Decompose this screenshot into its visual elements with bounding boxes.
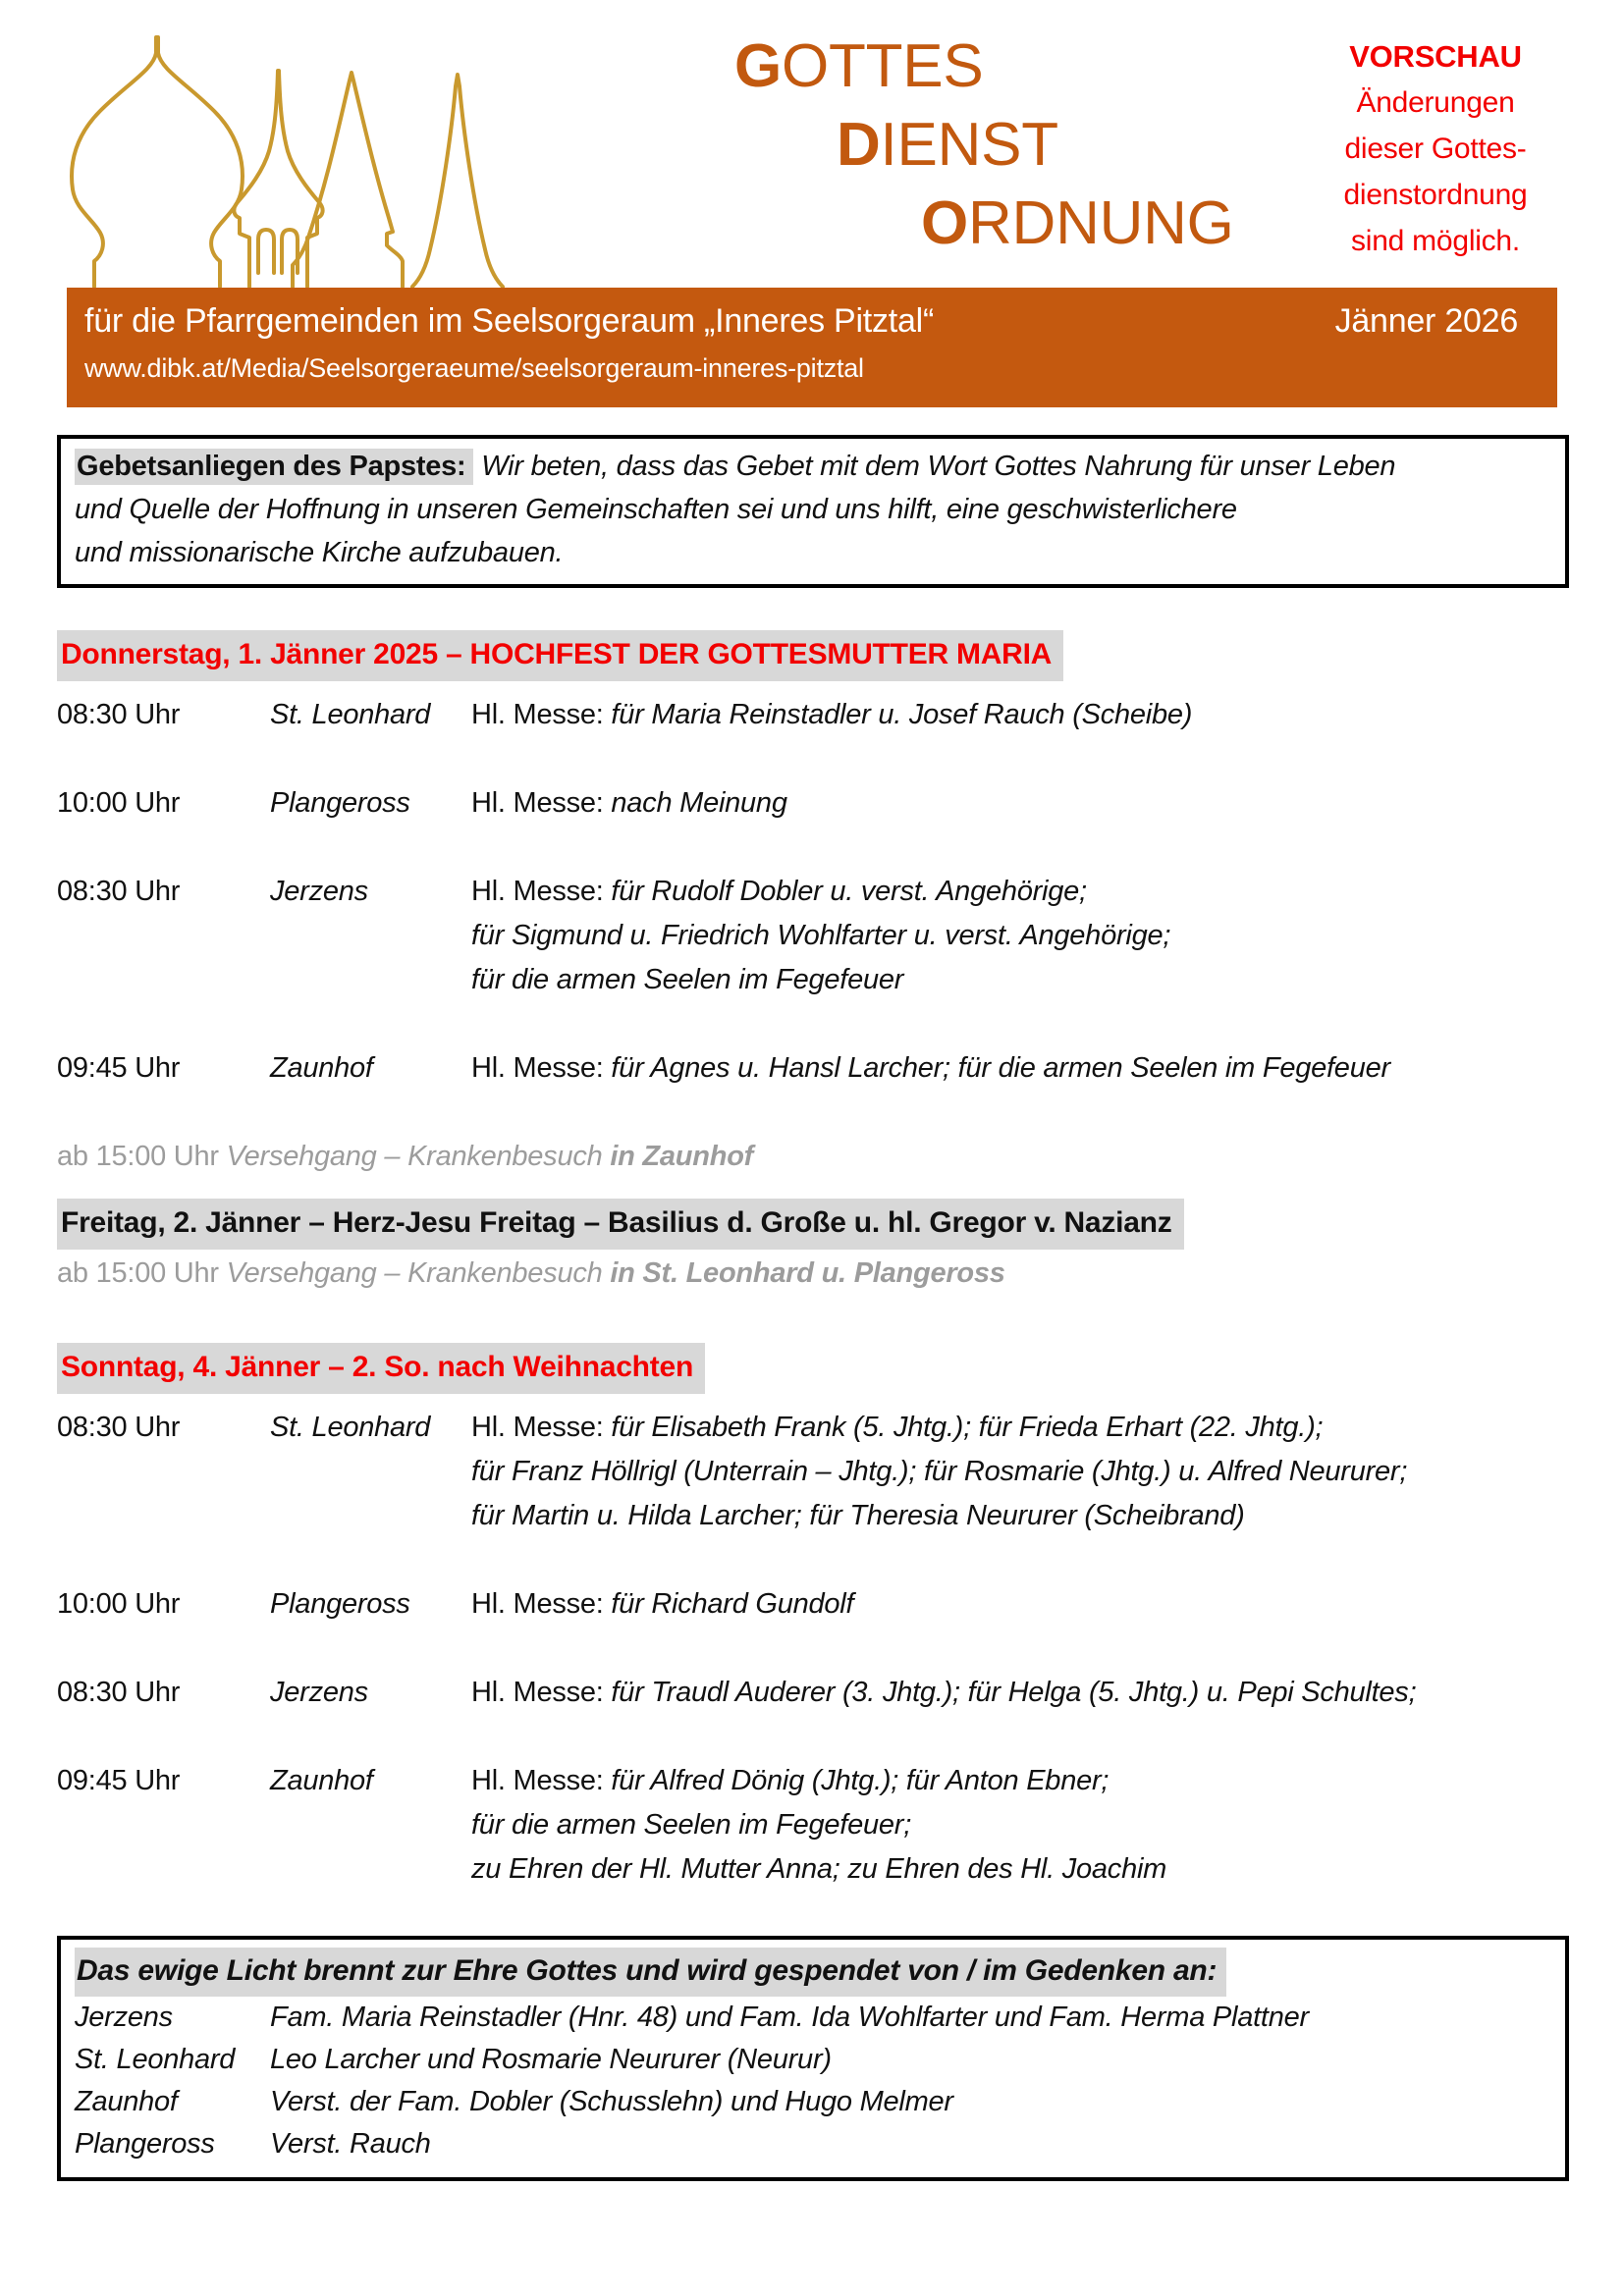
prayer-line: und Quelle der Hoffnung in unseren Gemeinschaften sei und uns hilft, eine geschwisterlichere [75,494,1237,525]
preview-notice [1324,33,1547,264]
prayer-line: Gebetsanliegen des Papstes: Wir beten, dass das Gebet mit dem Wort Gottes Nahrung für unser Leben [75,445,1551,488]
entry-description: Hl. Messe: für Elisabeth Frank (5. Jhtg.); für Frieda Erhart (22. Jhtg.); für Franz Höllrigl (Unterrain – Jhtg.); für Rosmarie (Jhtg.) u. Alfred Neururer; für Martin u. Hilda Larcher; für Theresia Neururer (Scheibrand) [471,1412,1408,1531]
note-activity: Versehgang – Krankenbesuch [226,1257,603,1289]
title-line: ORDNUNG [921,189,1234,257]
preview-notice-line: dienstordnung [1343,179,1528,211]
schedule-entry [57,1671,1569,1715]
church-towers-logo-icon [57,26,509,289]
entry-time: 08:30 Uhr [57,1412,181,1443]
note-time: ab 15:00 Uhr [57,1141,219,1172]
eternal-light-donors: Verst. Rauch [270,2128,431,2160]
entry-time: 08:30 Uhr [57,699,181,730]
entry-description: Hl. Messe: nach Meinung [471,787,787,819]
section-entries [0,1406,1624,1892]
mass-prefix: Hl. Messe: [471,1412,604,1443]
sick-visit-note [57,1135,1569,1179]
entry-description: Hl. Messe: für Maria Reinstadler u. Josef Rauch (Scheibe) [471,699,1193,730]
eternal-light-donors: Verst. der Fam. Dobler (Schusslehn) und Hugo Melmer [270,2086,953,2117]
page-header [0,0,1624,288]
eternal-light-place: Plangeross [75,2128,215,2160]
section-header-donnerstag: Donnerstag, 1. Jänner 2025 – HOCHFEST DER GOTTESMUTTER MARIA [57,630,1569,681]
entry-time: 10:00 Uhr [57,1588,181,1620]
entry-place: Jerzens [270,876,368,907]
schedule-content [0,574,1624,2181]
entry-place: St. Leonhard [270,1412,431,1443]
entry-place: Zaunhof [270,1765,373,1796]
entry-place: Plangeross [270,1588,410,1620]
preview-notice-line: Änderungen [1356,86,1515,119]
entry-place: Plangeross [270,787,410,819]
schedule-entry [57,1582,1569,1627]
entry-description: Hl. Messe: für Richard Gundolf [471,1588,854,1620]
entry-time: 08:30 Uhr [57,876,181,907]
pope-prayer-box [57,435,1569,588]
schedule-entry [57,870,1569,1002]
schedule-entry [57,1046,1569,1091]
entry-place: St. Leonhard [270,699,431,730]
entry-time: 08:30 Uhr [57,1677,181,1708]
entry-time: 10:00 Uhr [57,787,181,819]
mass-prefix: Hl. Messe: [471,699,604,730]
note-time: ab 15:00 Uhr [57,1257,219,1289]
schedule-entry [57,1406,1569,1538]
mass-prefix: Hl. Messe: [471,787,604,819]
section-entries [0,693,1624,1091]
parish-banner [67,288,1557,407]
schedule-entry [57,781,1569,826]
eternal-light-row [75,2123,1551,2165]
note-activity: Versehgang – Krankenbesuch [226,1141,603,1172]
preview-notice-title: VORSCHAU [1349,39,1522,74]
mass-prefix: Hl. Messe: [471,1588,604,1620]
eternal-light-donors: Leo Larcher und Rosmarie Neururer (Neurur) [270,2044,832,2075]
entry-description: Hl. Messe: für Agnes u. Hansl Larcher; für die armen Seelen im Fegefeuer [471,1052,1390,1084]
note-location: in St. Leonhard u. Plangeross [610,1257,1005,1289]
eternal-light-row [75,2039,1551,2081]
mass-prefix: Hl. Messe: [471,876,604,907]
prayer-line: und missionarische Kirche aufzubauen. [75,537,564,568]
title-line: DIENST [837,111,1058,179]
eternal-light-place: St. Leonhard [75,2044,236,2075]
entry-description: Hl. Messe: für Alfred Dönig (Jhtg.); für Anton Ebner; für die armen Seelen im Fegefeuer; zu Ehren der Hl. Mutter Anna; zu Ehren des Hl. Joachim [471,1765,1167,1885]
eternal-light-place: Zaunhof [75,2086,178,2117]
entry-time: 09:45 Uhr [57,1765,181,1796]
banner-audience: für die Pfarrgemeinden im Seelsorgeraum „Inneres Pitztal“ [84,302,935,340]
sick-visit-note [57,1252,1569,1296]
entry-place: Zaunhof [270,1052,373,1084]
mass-prefix: Hl. Messe: [471,1765,604,1796]
eternal-light-box [57,1936,1569,2181]
mass-prefix: Hl. Messe: [471,1052,604,1084]
title-line: GOTTES [734,32,984,100]
section-header-freitag: Freitag, 2. Jänner – Herz-Jesu Freitag – Basilius d. Große u. hl. Gregor v. Nazianz [57,1199,1569,1250]
prayer-label: Gebetsanliegen des Papstes: [75,449,473,485]
eternal-light-row [75,1997,1551,2039]
banner-url: www.dibk.at/Media/Seelsorgeraeume/seelsorgeraum-inneres-pitztal [84,353,864,383]
banner-month: Jänner 2026 [1334,302,1518,340]
eternal-light-header: Das ewige Licht brennt zur Ehre Gottes und wird gespendet von / im Gedenken an: [75,1948,1551,1997]
eternal-light-row [75,2081,1551,2123]
eternal-light-donors: Fam. Maria Reinstadler (Hnr. 48) und Fam. Ida Wohlfarter und Fam. Herma Plattner [270,2002,1309,2033]
section-header-sonntag: Sonntag, 4. Jänner – 2. So. nach Weihnachten [57,1343,1569,1394]
entry-description: Hl. Messe: für Rudolf Dobler u. verst. Angehörige; für Sigmund u. Friedrich Wohlfarter u. verst. Angehörige; für die armen Seelen im Fegefeuer [471,876,1171,995]
preview-notice-line: dieser Gottes- [1344,133,1527,165]
eternal-light-place: Jerzens [75,2002,173,2033]
schedule-entry [57,693,1569,737]
preview-notice-line: sind möglich. [1351,225,1520,257]
note-location: in Zaunhof [610,1141,754,1172]
entry-description: Hl. Messe: für Traudl Auderer (3. Jhtg.); für Helga (5. Jhtg.) u. Pepi Schultes; [471,1677,1417,1708]
entry-time: 09:45 Uhr [57,1052,181,1084]
document-title [734,27,1234,263]
mass-prefix: Hl. Messe: [471,1677,604,1708]
schedule-entry [57,1759,1569,1892]
entry-place: Jerzens [270,1677,368,1708]
